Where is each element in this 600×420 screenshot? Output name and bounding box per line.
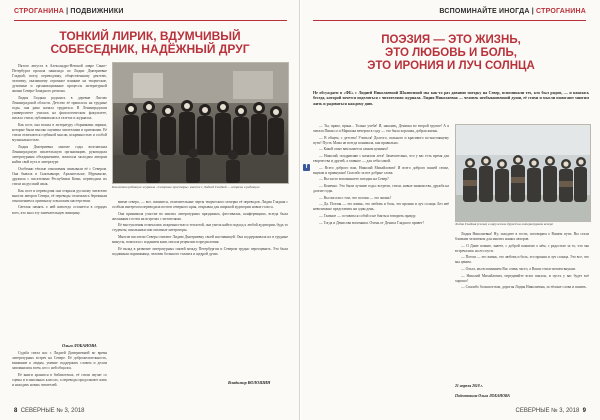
- left-col2-paragraph: Её выступления отличались искренностью и теплотой, она умела найти подход к любой аудитории, будь то студенты, школьники или опытные литераторы.: [112, 223, 288, 233]
- right-col2-paragraph: — Николай Михайлович, передавайте всем поклон, и пусть у вас будет всё хорошо!: [455, 273, 589, 283]
- group-photo-image: [113, 63, 288, 183]
- right-rubric: [439, 8, 586, 15]
- group-photo-credit: Фото:: [282, 140, 286, 150]
- left-column-1: [12, 64, 107, 340]
- left-rule: [14, 20, 287, 21]
- left-footer: [14, 408, 84, 414]
- left-headline-line1: ТОНКИЙ ЛИРИК, ВДУМЧИВЫЙ: [59, 29, 241, 43]
- right-column-2-body: [455, 232, 589, 290]
- right-headline: [313, 34, 589, 73]
- group-photo-right: [455, 124, 591, 222]
- right-col1-paragraph: — Всего доброго вам, Николай Михайлович! И всего доброго вашей семье, внукам и правнукам! Спасибо за все добрые слова.: [313, 165, 449, 175]
- right-journal-name: СЕВЕРНЫЕ № 3, 2018: [515, 408, 580, 414]
- right-date: 21 апреля 2018 г.: [455, 384, 483, 388]
- left-col1-paragraph: Светлая память о ней навсегда останется в сердцах всех, кто знал эту замечательную женщину.: [12, 205, 107, 215]
- right-headline-line3: ЭТО ИРОНИЯ И ЛУЧ СОЛНЦА: [367, 60, 535, 72]
- facebook-icon: f: [303, 164, 310, 171]
- right-headline-line1: ПОЭЗИЯ — ЭТО ЖИЗНЬ,: [381, 34, 521, 46]
- left-col1-tail-paragraph: Её книги хранятся в библиотеках, её стихи звучат со сцены и в школьных классах, а переводы продолжают жить и находить новых читателей.: [12, 372, 107, 388]
- right-col2-paragraph: — Потом — это жизнь, это любовь и боль, это ирония и луч солнца. Это все, что мы ценим.: [455, 255, 589, 265]
- right-page: [301, 0, 600, 420]
- group-photo-right-caption: Лидия Гладкая (слева) в окружении друзей на литературном вечере: [455, 222, 554, 226]
- left-col1-paragraph: Особенно тёплые отношения связывали её с Севером. Она бывала в Сыктывкаре, Архангельске, Мурманске, дружила с писателями Республики Коми, переводила их стихи на русский язык.: [12, 166, 107, 187]
- right-intro: Не обсуждаем в «ФБ» с Лидией Николаевной Шалюгиной мы как-то раз давнюю поездку на Север, вспоминали тех, кто был рядом, — и нашлась беседа, которой хочется поделиться с читателями журнала. Лидия Николаевна — человек необыкновенной души, её стихи и мысли помогают многим жить и радоваться каждому дню.: [313, 90, 589, 106]
- group-photo-right-image: [456, 125, 590, 221]
- right-col2-paragraph: — О Диме помню, знаете, с доброй памятью о нём, с радостью за то, что мы встречались на его пути.: [455, 243, 589, 253]
- left-rubric-accent: СТРОГАНИНА: [14, 8, 64, 15]
- left-column-2: [112, 200, 288, 376]
- left-col1-paragraph: Как поэт и переводчик она открыла русскому читателю многих авторов Севера, её переводы отличались бережным отношением к оригиналу и высоким мастерством.: [12, 188, 107, 203]
- right-col1-paragraph: — Ты, право, прана... Только учеба! И, наконец, Дениска во второй группе! А я читала Пикассо и Маршака вечером в саду — это была хорошая, добрая жизнь.: [313, 124, 449, 134]
- left-col1-paragraph: Как поэт, она вошла в литературу сборниками лирики, которые были высоко оценены читателями и критиками. Её стихи отличаются глубиной мысли, искренностью и особой музыкальностью.: [12, 123, 107, 143]
- left-col1-paragraph: Лидия Дмитриевна многие годы возглавляла Ленинградскую писательскую организацию, руководила литературным объединением, помогала молодым авторам найти свой путь в литературе.: [12, 144, 107, 165]
- left-col1-paragraph: Пятого августа в Александро-Невской лавре Санкт-Петербурга прошла панихида по Лидии Дмитриевне Гладкой, поэту, переводчику, общественному деятелю, человеку, оказавшему огромное влияние на творческие, духовные и организационные процессы литературной жизни Северо-Западного региона.: [12, 64, 107, 94]
- right-headline-line2: ЭТО ЛЮБОВЬ И БОЛЬ,: [385, 47, 517, 59]
- left-signature-1: Ольга ЛОБАНОВА: [62, 343, 97, 348]
- right-signature: Подготовила Ольга ЛОБАНОВА: [455, 394, 510, 398]
- right-page-number: 9: [582, 408, 586, 414]
- left-col2-paragraph: Её вклад в развитие литературных связей между Петербургом и Севером трудно переоценить. Это была подлинная подвижница, человек большого таланта и щедрой души.: [112, 246, 288, 256]
- right-rubric-accent: СТРОГАНИНА: [536, 8, 586, 15]
- left-journal-name: СЕВЕРНЫЕ № 3, 2018: [20, 408, 85, 414]
- right-footer: [516, 408, 586, 414]
- left-column-1-tail: [12, 351, 107, 406]
- left-col1-tail-paragraph: Судьба свела нас с Лидией Дмитриевной во время литературных встреч на Севере. Её доброжелательность, внимание к людям, умение поддержать словом и делом запомнились всем, кто с ней общался.: [12, 351, 107, 371]
- right-col2-paragraph: Лидия Николаевна! Ну, заходите в гости, поговорим о Вашем пути. Вы стали близким человеком для многих наших авторов.: [455, 232, 589, 242]
- left-col2-paragraph: Многие писатели Севера считают Лидию Дмитриевну своей наставницей. Она поддерживала их в трудные минуты, помогала с изданием книг, писала рецензии и предисловия.: [112, 235, 288, 245]
- right-column-1: [313, 124, 449, 404]
- left-signature-2: Владимир ВОЛОШИН: [228, 380, 271, 385]
- right-col2-paragraph: — Ольга, мы вспоминаем Вас очень часто, а Ваши стихи читаем внукам.: [461, 267, 576, 272]
- left-column-1-body: [12, 64, 107, 216]
- left-rubric: [14, 8, 124, 15]
- right-col1-paragraph: — В общем, с детства! Учиться! Долгого, сильного и красивого по-настоящему пути! Пусть Мама не всегда понимала, как правильно.: [313, 135, 449, 145]
- right-column-1-body: [313, 124, 449, 226]
- right-col1-paragraph: — Какой опыт вам кажется самым ценным?: [319, 147, 389, 152]
- group-photo-left: [112, 62, 289, 184]
- right-rubric-sep: |: [529, 8, 537, 15]
- right-col1-paragraph: — Да. Поэзия — это жизнь, это любовь и боль, это ирония и луч солнца. Без неё невозможно представить ни один день.: [313, 202, 449, 212]
- left-headline: [12, 30, 288, 56]
- right-col1-paragraph: — Тогда и Денисова вспомним. Очень от Дениса Гладкого привет!: [319, 220, 424, 225]
- left-column-1-tail-body: [12, 351, 107, 388]
- right-col1-paragraph: — Вы часто вспоминаете поездки на Север?: [319, 177, 389, 182]
- right-rubric-title: ВСПОМИНАЙТЕ ИНОГДА: [439, 8, 530, 15]
- right-col1-paragraph: — Николай, поздравляю с началом лета! Замечательно, что у вас есть время для творчества и друзей, а главное — для себя самой.: [313, 153, 449, 164]
- left-column-2-body: [112, 200, 288, 257]
- group-photo-caption: Коллектив редакции журнала «Северные просторы» вместе с Лидией Гладкой — встреча в редакции: [112, 185, 260, 189]
- right-rule: [313, 20, 586, 21]
- left-rubric-title: ПОДВИЖНИКИ: [70, 8, 124, 15]
- left-page-number: 8: [14, 408, 18, 414]
- right-col1-paragraph: — Конечно. Это были лучшие годы: встречи, стихи, новые знакомства, дружба на долгие годы.: [313, 183, 449, 194]
- left-col1-paragraph: Лидия Гладкая родилась в деревне Лигово Ленинградской области. Детство её пришлось на трудные годы, она рано начала трудиться. В Ленинградском университете училась на филологическом факультете, писала стихи, публиковалась в газетах и журналах.: [12, 96, 107, 121]
- left-rubric-sep: |: [63, 8, 71, 15]
- right-col1-paragraph: — Главное — оставаться собой и не бояться говорить правду.: [319, 213, 417, 218]
- right-col2-paragraph: — Спасибо большое вам, дорогая Лидия Николаевна, за тёплые слова и память.: [461, 285, 587, 290]
- left-col2-paragraph: вмене северо, — вот, помнится, отличительные черты творческого почерка её переводов. Лидия Гладкая с особым интересом переводила поэтов северного края, открывая для широкой аудитории новые голоса.: [112, 200, 288, 210]
- left-headline-line2: СОБЕСЕДНИК, НАДЁЖНЫЙ ДРУГ: [50, 42, 250, 56]
- right-column-2: [455, 232, 589, 380]
- left-col2-paragraph: Она принимала участие во многих литературных праздниках, фестивалях, конференциях, всегда была желанным гостем на встречах с читателями.: [112, 211, 288, 221]
- right-col1-paragraph: — Вы писали о том, что поэзия — это жизнь?: [319, 195, 392, 200]
